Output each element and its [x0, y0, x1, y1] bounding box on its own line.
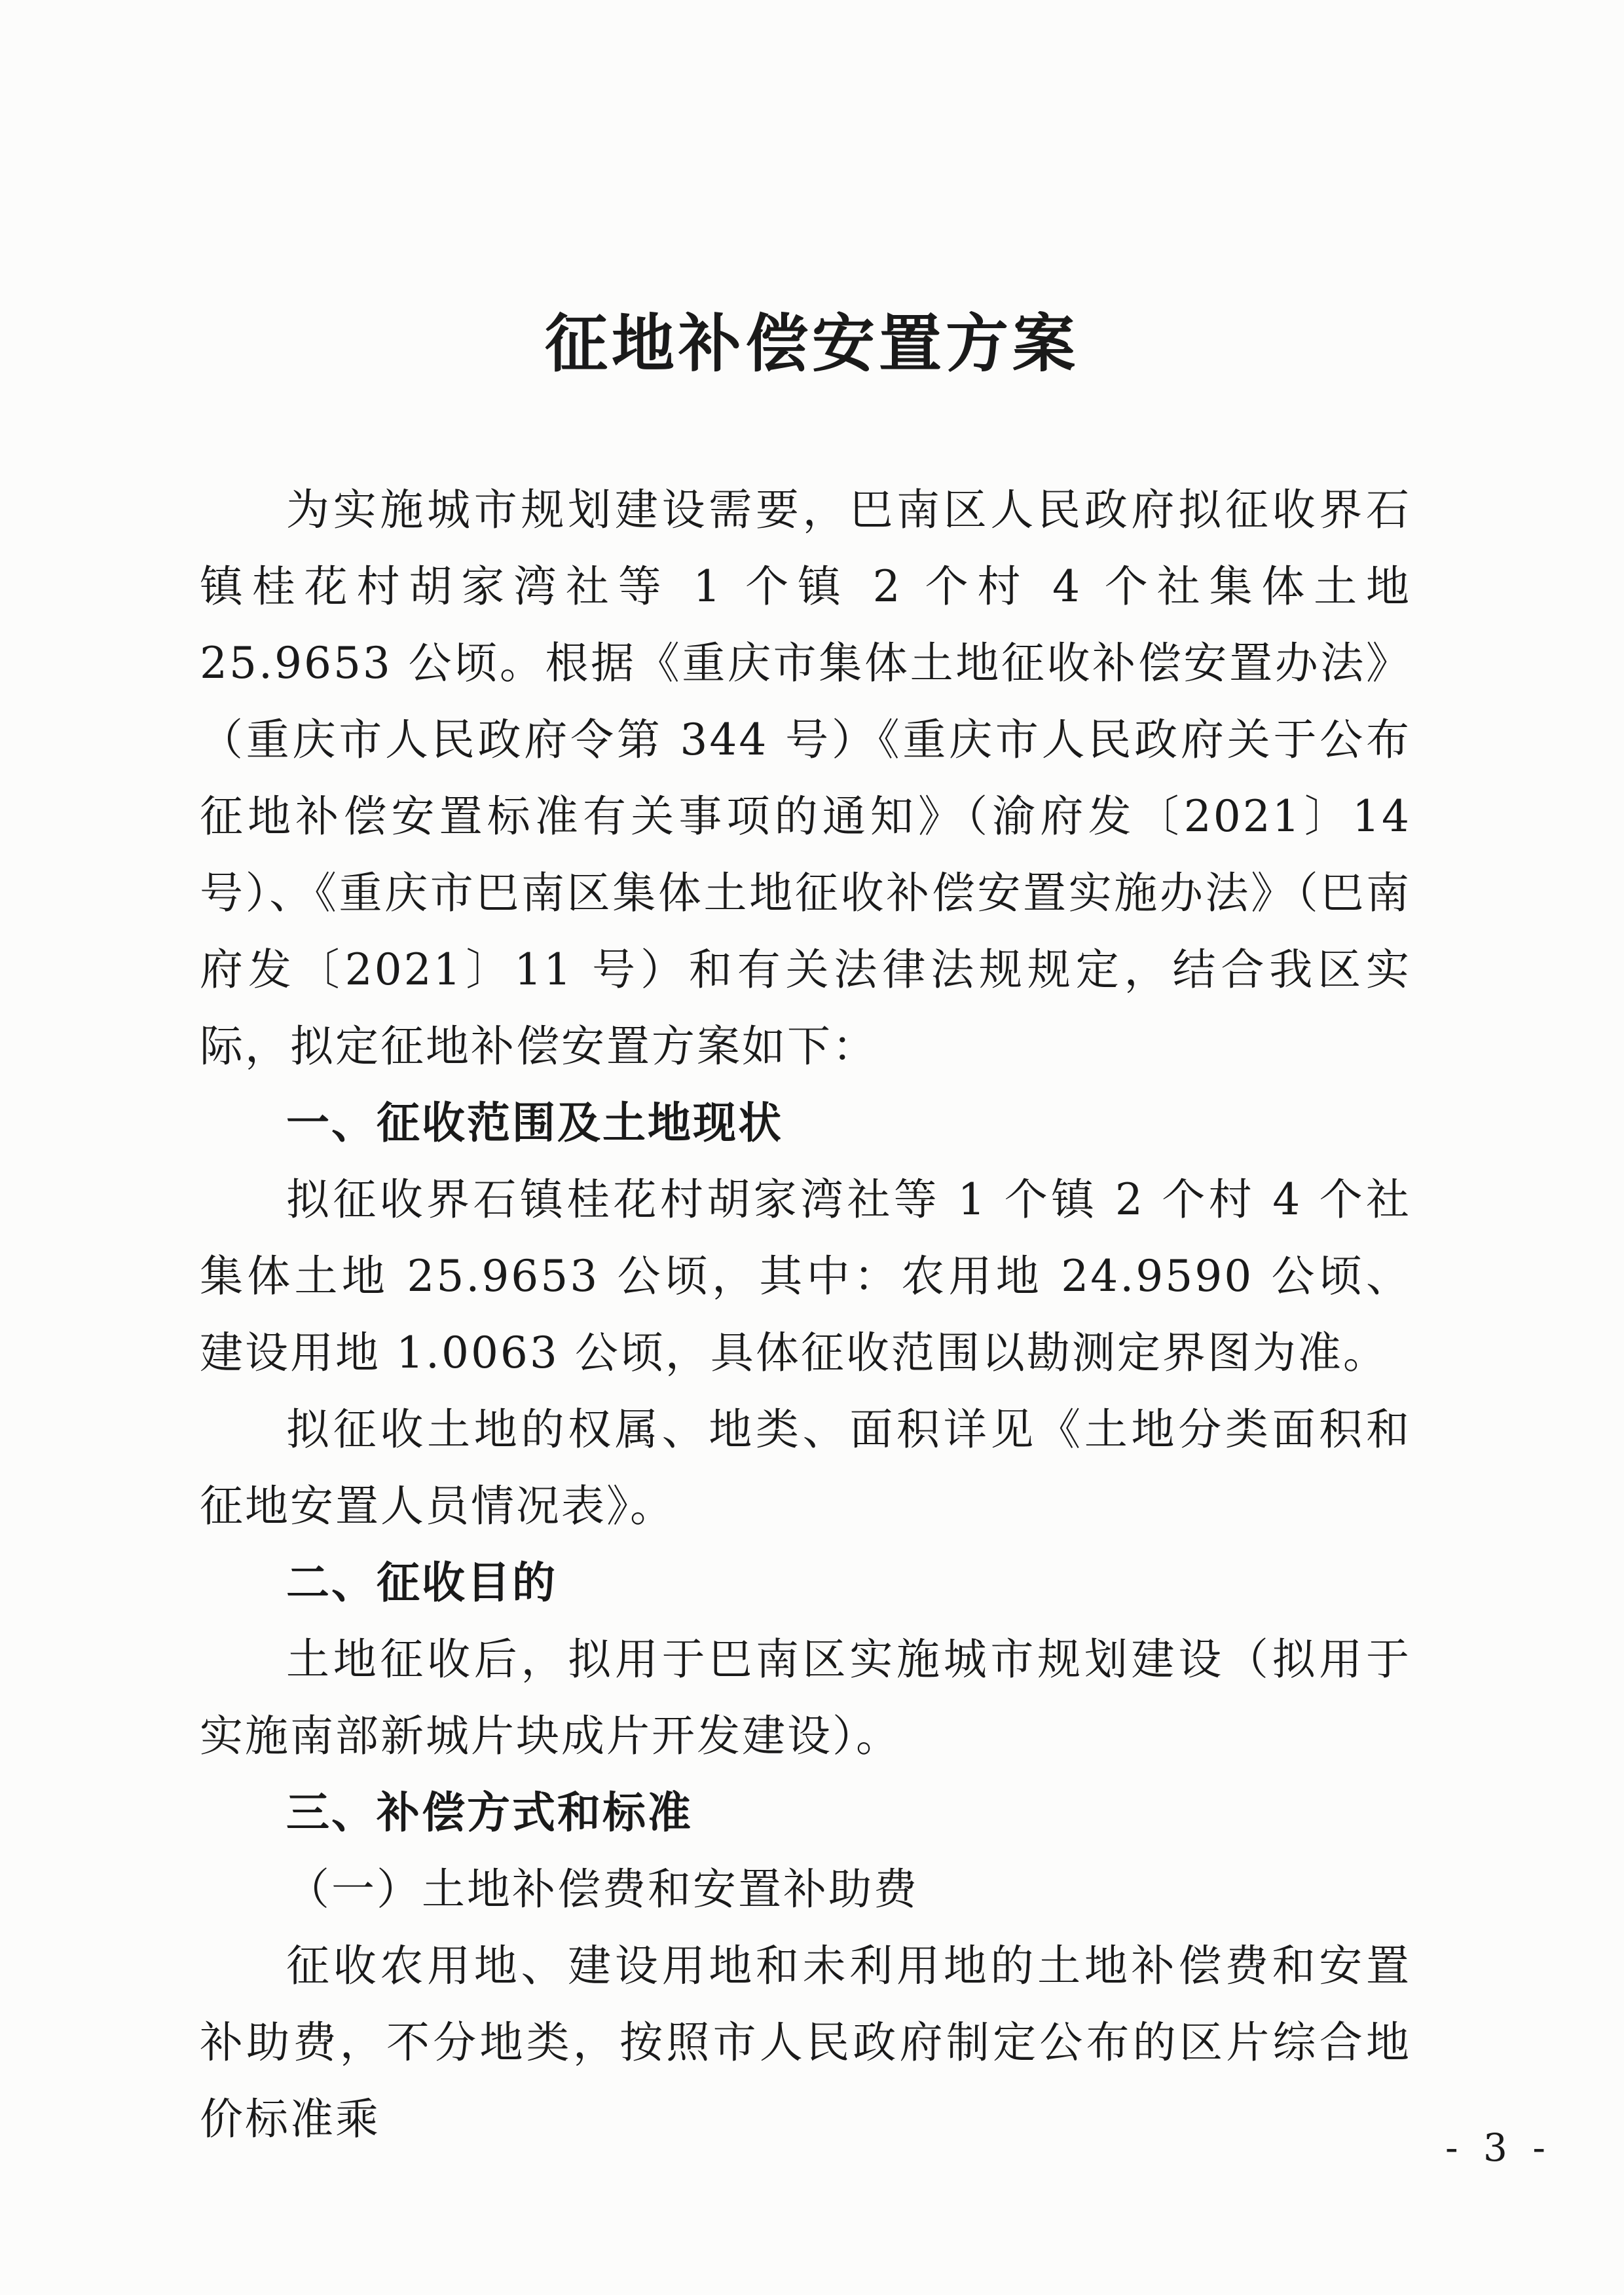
section-heading-purpose: 二、征收目的	[286, 1558, 557, 1608]
section-heading-scope: 一、征收范围及土地现状	[286, 1098, 783, 1148]
compensation-paragraph: 征收农用地、建设用地和未利用地的土地补偿费和安置补助费，不分地类，按照市人民政府制定公布的区片综合地价标准乘	[200, 1941, 1411, 2144]
document-body	[200, 472, 1411, 2157]
scope-paragraph: 拟征收界石镇桂花村胡家湾社等 1 个镇 2 个村 4 个社集体土地 25.9653 公顷，其中：农用地 24.9590 公顷、建设用地 1.0063 公顷，具体征收范围以勘测定界图为准。	[200, 1174, 1411, 1378]
intro-paragraph: 为实施城市规划建设需要，巴南区人民政府拟征收界石镇桂花村胡家湾社等 1 个镇 2 个村 4 个社集体土地 25.9653 公顷。根据《重庆市集体土地征收补偿安置办法》（重庆市人民政府令第 344 号）《重庆市人民政府关于公布征地补偿安置标准有关事项的通知》（渝府发〔2021〕14 号）、《重庆市巴南区集体土地征收补偿安置实施办法》（巴南府发〔2021〕11 号）和有关法律法规规定，结合我区实际，拟定征地补偿安置方案如下：	[200, 485, 1411, 1072]
subsection-heading-land-compensation: （一）土地补偿费和安置补助费	[286, 1864, 919, 1914]
land-table-reference-paragraph: 拟征收土地的权属、地类、面积详见《土地分类面积和征地安置人员情况表》。	[200, 1404, 1411, 1531]
purpose-paragraph: 土地征收后，拟用于巴南区实施城市规划建设（拟用于实施南部新城片块成片开发建设）。	[200, 1634, 1411, 1761]
section-heading-compensation: 三、补偿方式和标准	[286, 1787, 693, 1838]
document-title: 征地补偿安置方案	[545, 307, 1079, 381]
page-number: - 3 -	[1445, 2125, 1552, 2170]
